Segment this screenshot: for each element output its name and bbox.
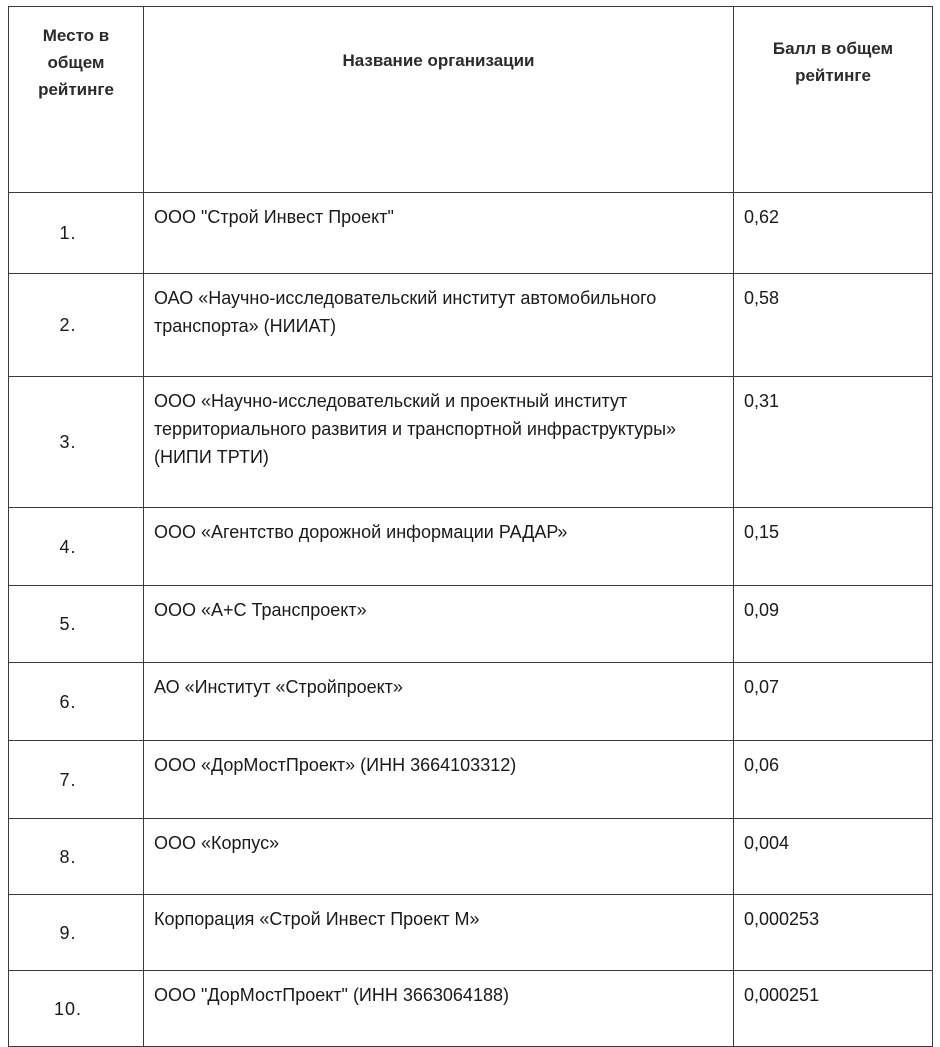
score-cell: 0,07 <box>734 663 933 741</box>
table-row <box>9 741 933 819</box>
table-row <box>9 819 933 895</box>
table-row <box>9 586 933 663</box>
place-cell: 4. <box>9 508 144 586</box>
place-cell: 1. <box>9 193 144 274</box>
organization-cell: ООО «Корпус» <box>144 819 734 895</box>
place-cell: 6. <box>9 663 144 741</box>
place-cell: 2. <box>9 274 144 377</box>
organization-cell: ООО «А+С Транспроект» <box>144 586 734 663</box>
place-cell: 5. <box>9 586 144 663</box>
score-cell: 0,09 <box>734 586 933 663</box>
organization-cell: Корпорация «Строй Инвест Проект М» <box>144 895 734 971</box>
place-cell: 10. <box>9 971 144 1047</box>
rating-table <box>8 6 933 1047</box>
table-row <box>9 377 933 508</box>
table-row <box>9 193 933 274</box>
organization-cell: ООО «ДорМостПроект» (ИНН 3664103312) <box>144 741 734 819</box>
table-row <box>9 663 933 741</box>
place-cell: 9. <box>9 895 144 971</box>
table-row <box>9 971 933 1047</box>
score-cell: 0,000251 <box>734 971 933 1047</box>
score-cell: 0,62 <box>734 193 933 274</box>
place-cell: 7. <box>9 741 144 819</box>
header-score: Балл в общем рейтинге <box>734 7 933 193</box>
score-cell: 0,15 <box>734 508 933 586</box>
organization-cell: ООО «Агентство дорожной информации РАДАР» <box>144 508 734 586</box>
organization-cell: ООО "ДорМостПроект" (ИНН 3663064188) <box>144 971 734 1047</box>
place-cell: 3. <box>9 377 144 508</box>
table-row <box>9 508 933 586</box>
score-cell: 0,58 <box>734 274 933 377</box>
header-name: Название организации <box>144 7 734 193</box>
header-row <box>9 7 933 193</box>
score-cell: 0,000253 <box>734 895 933 971</box>
place-cell: 8. <box>9 819 144 895</box>
organization-cell: ООО "Строй Инвест Проект" <box>144 193 734 274</box>
organization-cell: АО «Институт «Стройпроект» <box>144 663 734 741</box>
header-place: Место в общем рейтинге <box>9 7 144 193</box>
score-cell: 0,31 <box>734 377 933 508</box>
organization-cell: ООО «Научно-исследовательский и проектный институт территориального развития и транспортной инфраструктуры» (НИПИ ТРТИ) <box>144 377 734 508</box>
table-row <box>9 895 933 971</box>
table-row <box>9 274 933 377</box>
organization-cell: ОАО «Научно-исследовательский институт автомобильного транспорта» (НИИАТ) <box>144 274 734 377</box>
score-cell: 0,004 <box>734 819 933 895</box>
score-cell: 0,06 <box>734 741 933 819</box>
